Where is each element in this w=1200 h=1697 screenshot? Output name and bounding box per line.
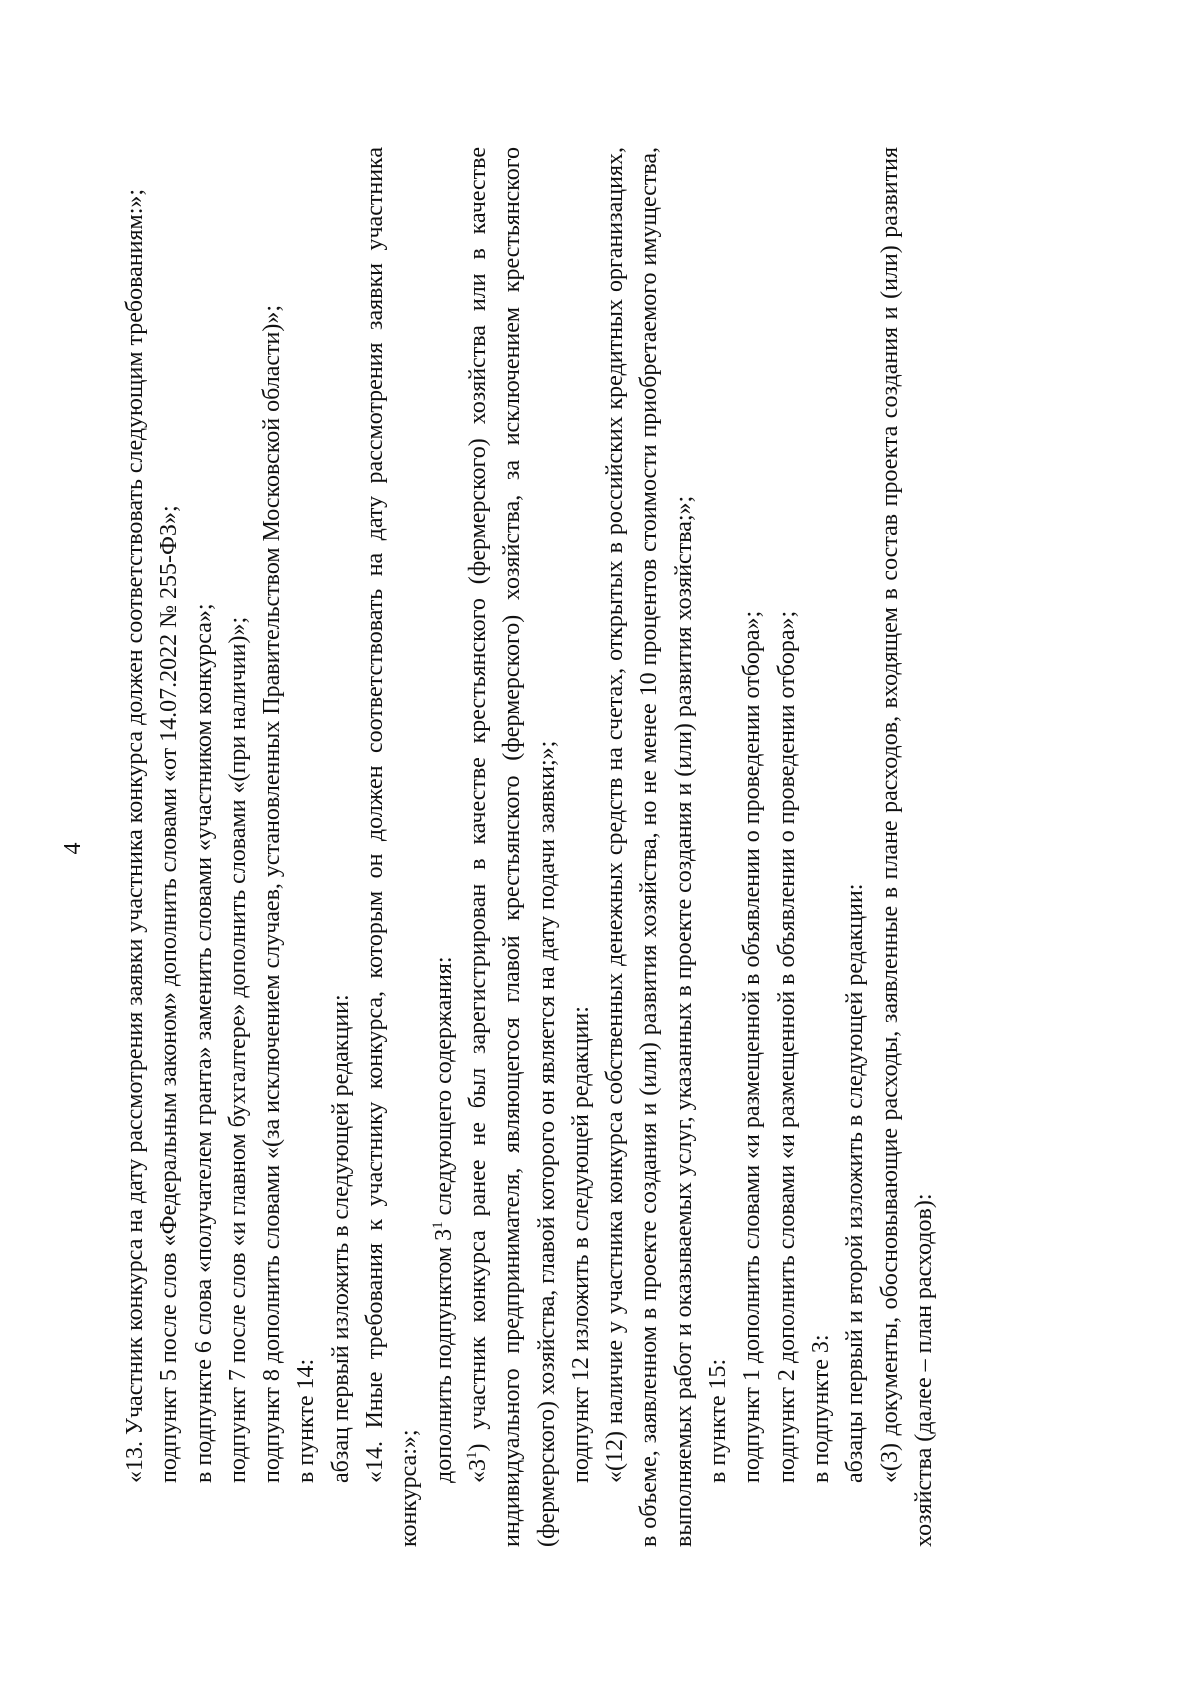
paragraph: абзацы первый и второй изложить в следующей редакции:	[842, 883, 869, 1483]
paragraph: в пункте 15:	[705, 1358, 732, 1483]
paragraph: абзац первый изложить в следующей редакции:	[327, 994, 354, 1483]
superscript: 1	[429, 1221, 446, 1229]
paragraph: в подпункте 3:	[807, 1334, 834, 1483]
paragraph-text: ) участник конкурса ранее не был зарегистрирован в качестве крестьянского (фермерского) хозяйства или в качестве индивидуального предпринимателя, являющегося главой крестьянского (фермерского) хозяйства, за исключением крестьянского (фермерского) хозяйства, главой которого он является на дату подачи заявки;»;	[464, 147, 560, 1547]
paragraph-with-superscript	[427, 147, 461, 1547]
paragraph: в подпункте 6 слова «получателем гранта» заменить словами «участником конкурса»;	[190, 603, 217, 1483]
paragraph: подпункт 8 дополнить словами «(за исключением случаев, установленных Правительством Московской области)»;	[259, 304, 286, 1483]
paragraph: в пункте 14:	[293, 1358, 320, 1483]
page-number: 4	[60, 842, 86, 855]
paragraph: «13. Участник конкурса на дату рассмотрения заявки участника конкурса должен соответствовать следующим требованиям:»;	[122, 188, 148, 1483]
paragraph: подпункт 1 дополнить словами «и размещенной в объявлении о проведении отбора»;	[739, 610, 766, 1483]
paragraph-with-superscript	[461, 147, 564, 1547]
paragraph: подпункт 5 после слов «Федеральным законом» дополнить словами «от 14.07.2022 № 255-ФЗ»;	[156, 505, 183, 1483]
paragraph: «(12) наличие у участника конкурса собственных денежных средств на счетах, открытых в российских кредитных организациях, в объеме, заявленном в проекте создания и (или) развития хозяйства, но не менее 10 процентов стоимости приобретаемого имущества, выполняемых работ и оказываемых услуг, указанных в проекте создания и (или) развития хозяйства;»;	[602, 147, 697, 1547]
paragraph-text: следующего содержания:	[430, 956, 457, 1222]
paragraph-text: дополнить подпунктом 3	[430, 1228, 457, 1483]
paragraph: подпункт 2 дополнить словами «и размещенной в объявлении о проведении отбора»;	[773, 610, 800, 1483]
paragraph: подпункт 7 после слов «и главном бухгалтере» дополнить словами «(при наличии)»;	[224, 616, 251, 1483]
paragraph-text: «3	[464, 1459, 491, 1483]
paragraph: «14. Иные требования к участнику конкурса, которым он должен соответствовать на дату рассмотрения заявки участника конкурса:»;	[362, 147, 423, 1547]
document-body	[118, 147, 941, 1547]
paragraph: «(3) документы, обосновывающие расходы, заявленные в плане расходов, входящем в состав проекта создания и (или) развития хозяйства (далее – план расходов):	[876, 147, 937, 1547]
superscript: 1	[463, 1451, 480, 1459]
paragraph: подпункт 12 изложить в следующей редакции:	[567, 1006, 594, 1483]
